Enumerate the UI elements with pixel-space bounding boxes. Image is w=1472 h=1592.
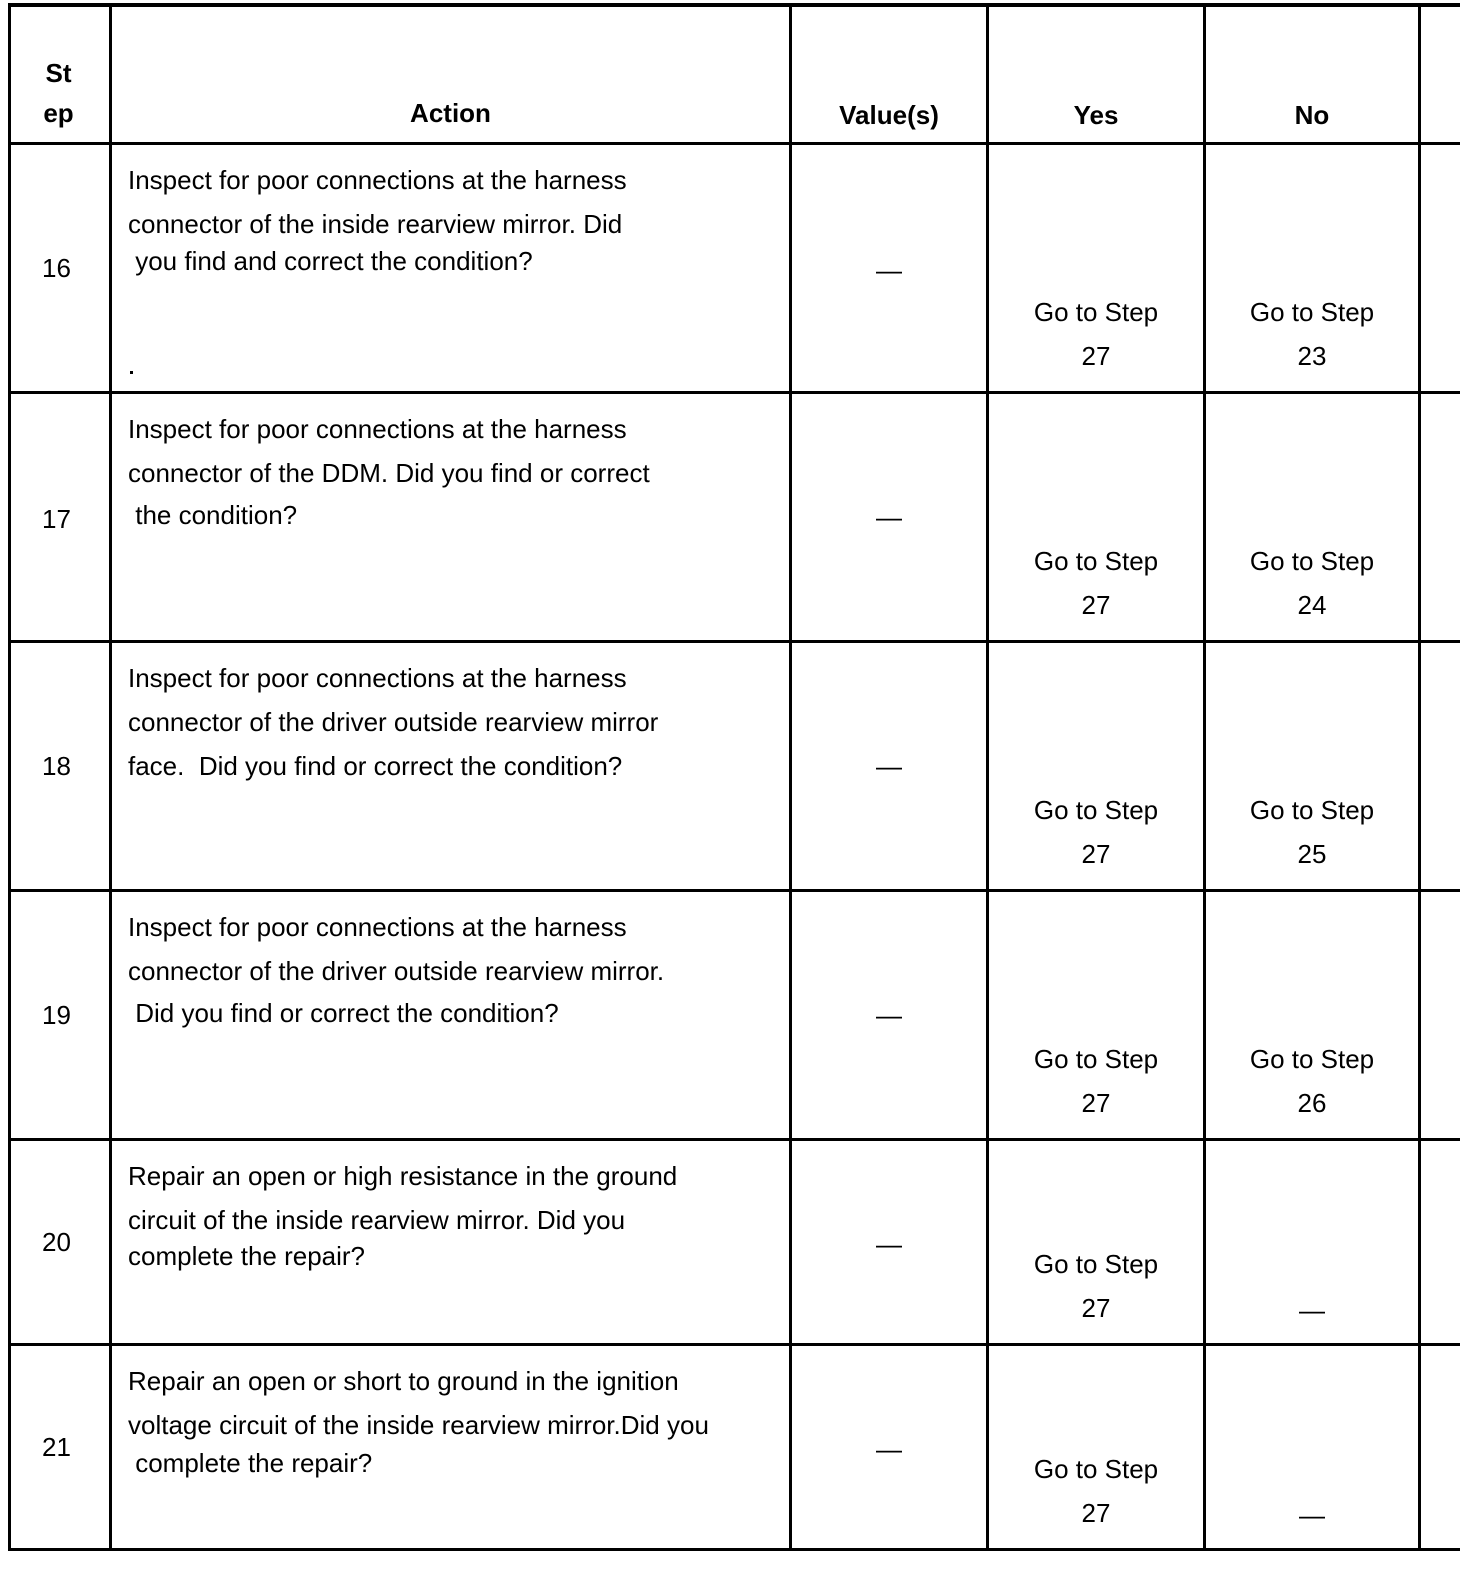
table-row xyxy=(8,1345,1460,1550)
yes-cell xyxy=(989,1140,1203,1345)
no-value-text: — xyxy=(1299,1500,1325,1530)
header-step-line2: ep xyxy=(43,98,74,128)
step-number-text: 16 xyxy=(42,253,71,283)
table-row xyxy=(8,144,1460,393)
header-values-label: Value(s) xyxy=(839,100,939,130)
action-line: Inspect for poor connections at the harness xyxy=(128,663,627,693)
row-divider xyxy=(8,391,1460,394)
header-values xyxy=(792,6,986,144)
yes-cell xyxy=(989,144,1203,393)
no-cell xyxy=(1206,393,1418,642)
no-line2: 23 xyxy=(1297,341,1327,371)
table-bottom-border xyxy=(8,1548,1460,1551)
table-row xyxy=(8,393,1460,642)
header-step-line1: St xyxy=(45,58,72,88)
action-text xyxy=(112,642,789,891)
yes-line1: Go to Step xyxy=(1033,1249,1159,1279)
value-text: — xyxy=(876,751,902,781)
value-cell xyxy=(792,1345,986,1550)
no-line1: Go to Step xyxy=(1249,1044,1375,1074)
yes-line1: Go to Step xyxy=(1033,1454,1159,1484)
action-line: face. Did you find or correct the condition? xyxy=(128,751,623,781)
action-line: voltage circuit of the inside rearview mirror.Did you xyxy=(128,1410,709,1440)
no-line2: 26 xyxy=(1297,1088,1327,1118)
yes-cell xyxy=(989,891,1203,1140)
header-action xyxy=(112,6,789,144)
action-line: connector of the inside rearview mirror. Did xyxy=(128,209,623,239)
action-line: Did you find or correct the condition? xyxy=(128,998,559,1028)
action-line: Repair an open or high resistance in the ground xyxy=(128,1161,678,1191)
row-divider xyxy=(8,889,1460,892)
step-number-text: 17 xyxy=(42,504,71,534)
action-line: Inspect for poor connections at the harness xyxy=(128,912,627,942)
no-line1: Go to Step xyxy=(1249,546,1375,576)
row-divider xyxy=(8,640,1460,643)
header-step xyxy=(8,6,109,144)
header-action-label: Action xyxy=(410,98,491,128)
yes-line1: Go to Step xyxy=(1033,546,1159,576)
table-row xyxy=(8,891,1460,1140)
table-right-border xyxy=(1418,6,1421,1551)
step-number-text: 18 xyxy=(42,751,71,781)
table-row xyxy=(8,1140,1460,1345)
step-number xyxy=(8,1140,109,1345)
no-cell xyxy=(1206,144,1418,393)
action-text xyxy=(112,891,789,1140)
no-line1: Go to Step xyxy=(1249,795,1375,825)
step-number-text: 19 xyxy=(42,1000,71,1030)
yes-line2: 27 xyxy=(1081,1498,1111,1528)
value-text: — xyxy=(876,1434,902,1464)
action-line: Inspect for poor connections at the harness xyxy=(128,414,627,444)
step-number xyxy=(8,1345,109,1550)
yes-line2: 27 xyxy=(1081,341,1111,371)
step-number xyxy=(8,642,109,891)
action-line: the condition? xyxy=(128,500,298,530)
action-line: circuit of the inside rearview mirror. Did you xyxy=(128,1205,626,1235)
step-number xyxy=(8,393,109,642)
row-divider xyxy=(8,1138,1460,1141)
col-divider xyxy=(1203,6,1206,1551)
yes-line1: Go to Step xyxy=(1033,795,1159,825)
row-divider xyxy=(8,142,1460,145)
value-text: — xyxy=(876,502,902,532)
step-number xyxy=(8,891,109,1140)
action-text xyxy=(112,144,789,393)
stray-dot xyxy=(130,371,133,374)
action-line: Repair an open or short to ground in the ignition xyxy=(128,1366,679,1396)
table-left-border xyxy=(8,6,11,1551)
action-line: connector of the driver outside rearview mirror. xyxy=(128,956,665,986)
header-row xyxy=(8,6,1460,144)
action-line: complete the repair? xyxy=(128,1241,366,1271)
no-line2: 24 xyxy=(1297,590,1327,620)
action-text xyxy=(112,1345,789,1550)
no-cell xyxy=(1206,891,1418,1140)
action-line: you find and correct the condition? xyxy=(128,246,533,276)
no-cell xyxy=(1206,1140,1418,1345)
no-line1: Go to Step xyxy=(1249,297,1375,327)
yes-cell xyxy=(989,642,1203,891)
yes-line2: 27 xyxy=(1081,1088,1111,1118)
step-number xyxy=(8,144,109,393)
action-text xyxy=(112,1140,789,1345)
col-divider xyxy=(109,6,112,1551)
table-row xyxy=(8,642,1460,891)
no-cell xyxy=(1206,642,1418,891)
value-cell xyxy=(792,393,986,642)
col-divider xyxy=(789,6,792,1551)
step-number-text: 20 xyxy=(42,1227,71,1257)
yes-line1: Go to Step xyxy=(1033,297,1159,327)
yes-cell xyxy=(989,393,1203,642)
header-no-label: No xyxy=(1294,100,1330,130)
step-number-text: 21 xyxy=(42,1432,71,1462)
no-line2: 25 xyxy=(1297,839,1327,869)
header-yes xyxy=(989,6,1203,144)
header-yes-label: Yes xyxy=(1073,100,1119,130)
action-line: Inspect for poor connections at the harness xyxy=(128,165,627,195)
action-line: connector of the DDM. Did you find or correct xyxy=(128,458,650,488)
value-cell xyxy=(792,1140,986,1345)
header-no xyxy=(1206,6,1418,144)
yes-cell xyxy=(989,1345,1203,1550)
value-text: — xyxy=(876,255,902,285)
yes-line2: 27 xyxy=(1081,839,1111,869)
value-cell xyxy=(792,891,986,1140)
action-line: complete the repair? xyxy=(128,1448,373,1478)
value-text: — xyxy=(876,1229,902,1259)
action-line: connector of the driver outside rearview mirror xyxy=(128,707,659,737)
row-divider xyxy=(8,1343,1460,1346)
col-divider xyxy=(986,6,989,1551)
value-cell xyxy=(792,642,986,891)
no-value-text: — xyxy=(1299,1295,1325,1325)
yes-line2: 27 xyxy=(1081,1293,1111,1323)
yes-line1: Go to Step xyxy=(1033,1044,1159,1074)
no-cell xyxy=(1206,1345,1418,1550)
action-text xyxy=(112,393,789,642)
value-cell xyxy=(792,144,986,393)
yes-line2: 27 xyxy=(1081,590,1111,620)
value-text: — xyxy=(876,1000,902,1030)
